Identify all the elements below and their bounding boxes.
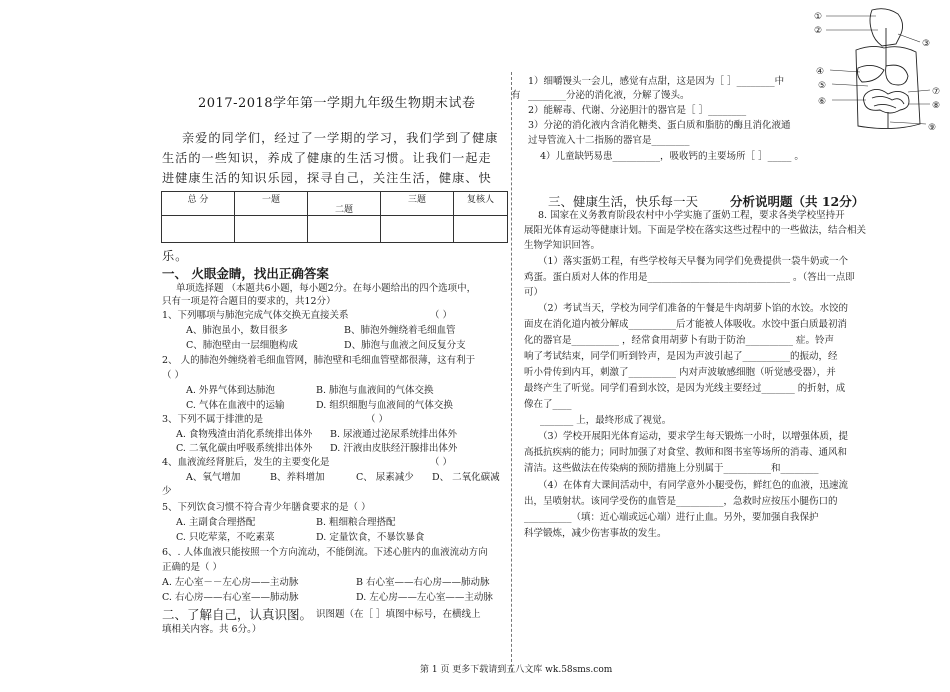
- q4-option-c: C、 尿素减少: [356, 472, 414, 483]
- q3-stem: 3、下列不属于排泄的是: [162, 414, 264, 425]
- diagram-label-5: ⑤: [818, 81, 827, 91]
- s2-q1-2: ________分泌的消化液，分解了馒头。: [528, 90, 690, 101]
- s2-q3-2: 过导管流入十二指肠的器官是________: [528, 135, 690, 146]
- q1-option-c: C、肺泡壁由一层细胞构成: [186, 340, 298, 351]
- leader-lines: [826, 16, 930, 124]
- s3-p4: （1）落实蛋奶工程，有些学校每天早餐为同学们免费提供一袋牛奶或一个: [538, 256, 849, 267]
- q4-option-b: B、养料增加: [270, 472, 325, 483]
- stomach: [886, 65, 908, 85]
- s3-p2: 展阳光体育运动等健康计划。下面是学校在落实这些过程中的一些做法，结合相关: [524, 225, 867, 236]
- q3-option-a: A. 食物残渣由消化系统排出体外: [176, 429, 313, 440]
- s3-p10: 响了考试结束，同学们听到铃声，是因为声波引起了__________的振动，经: [524, 351, 838, 362]
- q1-option-d: D、肺泡与血液之间反复分支: [344, 340, 466, 351]
- score-cell-reviewer[interactable]: [454, 216, 508, 243]
- page-footer: 第 1 页 更多下载请到五八文库 wk.58sms.com: [420, 665, 613, 675]
- score-header-q3: 三题: [381, 192, 454, 216]
- s3-p3: 生物学知识回答。: [524, 240, 601, 251]
- intro-line-2: 生活的一些知识，养成了健康的生活习惯。让我们一起走: [162, 151, 492, 165]
- section2-title: 二、了解自己，认真识图。: [162, 607, 313, 622]
- intro-line-1: 亲爱的同学们，经过了一学期的学习，我们学到了健康: [182, 131, 499, 145]
- q6-option-d: D. 左心房——左心室——主动脉: [356, 592, 493, 603]
- section2-instr-2: 填相关内容。共 6分。）: [162, 624, 262, 635]
- diagram-label-1: ①: [814, 12, 823, 22]
- q4-answer-paren[interactable]: （ ）: [430, 457, 453, 468]
- s2-q2: 2）能解毒、代谢、分泌胆汁的器官是［ ］________: [528, 105, 747, 116]
- diagram-label-3: ③: [922, 39, 931, 49]
- s3-p7: （2）考试当天，学校为同学们准备的午餐是牛肉胡萝卜馅的水饺。水饺的: [538, 303, 849, 314]
- intestine-coils: [872, 96, 904, 108]
- q2-answer-paren[interactable]: （ ）: [162, 370, 185, 381]
- intro-line-4: 乐。: [162, 249, 189, 263]
- score-header-q2: 二题: [308, 192, 381, 216]
- score-cell-q2[interactable]: [308, 216, 381, 243]
- q5-option-a: A. 主副食合理搭配: [176, 517, 256, 528]
- s3-p16: 高抵抗疾病的能力；同时加强了对食堂、教师和图书室等场所的消毒、通风和: [524, 447, 848, 458]
- q6-option-c: C. 右心房——右心室——肺动脉: [162, 592, 299, 603]
- q2-option-a: A. 外界气体到达肺泡: [186, 385, 275, 396]
- score-cell-q1[interactable]: [235, 216, 308, 243]
- score-header-q1: 一题: [235, 192, 308, 216]
- q1-stem: 1、下列哪项与肺泡完成气体交换无直接关系: [162, 310, 349, 321]
- s2-q1-left: 有: [511, 90, 521, 101]
- s3-p5: 鸡蛋。蛋白质对人体的作用是______________________________ 。（答出一点即: [524, 272, 855, 283]
- q6-stem: 6、. 人体血液只能按照一个方向流动，不能倒流。下述心脏内的血液流动方向: [162, 547, 488, 558]
- q3-answer-paren[interactable]: （ ）: [366, 414, 389, 425]
- s3-p14: _______ 上，最终形成了视觉。: [540, 415, 672, 426]
- digestive-system-figure: [812, 4, 944, 136]
- exam-title: 2017-2018学年第一学期九年级生物期末试卷: [198, 96, 476, 111]
- section1-instr-2: 只有一项是符合题目的要求的，共12分）: [162, 296, 336, 307]
- s3-p11: 听小骨传到内耳，刺激了__________ 内对声波敏感细胞（听觉感受器），并: [524, 367, 836, 378]
- section2-instr: 识图题（在［ ］填图中标号，在横线上: [316, 609, 481, 620]
- q3-option-d: D. 汗液由皮肤经汗腺排出体外: [330, 443, 458, 454]
- s3-p15: （3）学校开展阳光体育运动，要求学生每天锻炼一小时，以增强体质，提: [538, 431, 849, 442]
- q2-option-c: C. 气体在血液中的运输: [186, 400, 285, 411]
- s3-p6: 可）: [524, 287, 544, 298]
- q2-option-d: D. 组织细胞与血液间的气体交换: [316, 400, 453, 411]
- s3-p1: 8. 国家在义务教育阶段农村中小学实施了蛋奶工程，要求各类学校坚持开: [538, 210, 845, 221]
- s3-p9: 化的器官是__________ ，经常食用胡萝卜有助于防治__________ 症。铃声: [524, 335, 835, 346]
- q5-option-b: B. 粗细粮合理搭配: [316, 517, 396, 528]
- intro-line-3: 进健康生活的知识乐园，探寻自己，关注生活，健康、快: [162, 171, 492, 185]
- q4-option-d-tail: 少: [162, 486, 172, 497]
- score-cell-total[interactable]: [162, 216, 235, 243]
- digestive-system-diagram: [812, 4, 944, 136]
- q1-option-b: B、肺泡外缠绕着毛细血管: [344, 325, 456, 336]
- diagram-label-7: ⑦: [932, 87, 941, 97]
- q6-option-b: B 右心室——右心房——肺动脉: [356, 577, 490, 588]
- diagram-label-2: ②: [814, 26, 823, 36]
- score-table: [161, 191, 508, 243]
- s2-q1: 1）细嚼馒头一会儿，感觉有点甜，这是因为［ ］________中: [528, 76, 785, 87]
- score-cell-q3[interactable]: [381, 216, 454, 243]
- q2-option-b: B. 肺泡与血液间的气体交换: [316, 385, 434, 396]
- s3-p13: 像在了____: [524, 399, 572, 410]
- s2-q3: 3）分泌的消化液内含消化糖类、蛋白质和脂肪的酶且消化液通: [528, 120, 791, 131]
- liver: [858, 65, 885, 82]
- column-divider: [511, 72, 512, 672]
- q4-stem: 4、血液流经肾脏后，发生的主要变化是: [162, 457, 330, 468]
- s3-p12: 最终产生了听觉。同学们看到水饺，是因为光线主要经过_______ 的折射，成: [524, 383, 846, 394]
- score-header-total: 总 分: [162, 192, 235, 216]
- q1-answer-paren[interactable]: （ ）: [430, 310, 453, 321]
- q5-option-c: C. 只吃荤菜，不吃素菜: [176, 532, 275, 543]
- q2-stem: 2、 人的肺泡外缠绕着毛细血管网，肺泡壁和毛细血管壁都很薄，这有利于: [162, 355, 476, 366]
- q4-option-d: D、 二氧化碳减: [432, 472, 500, 483]
- diagram-label-8: ⑧: [932, 101, 941, 111]
- s3-p8: 面皮在消化道内被分解成__________后才能被人体吸收。水饺中蛋白质最初消: [524, 319, 848, 330]
- score-header-reviewer: 复核人: [454, 192, 508, 216]
- section3-title-2: 分析说明题（共 12分）: [730, 194, 865, 209]
- s3-p19: 出，呈喷射状。该同学受伤的血管是__________，急救时应按压小腿伤口的: [524, 496, 838, 507]
- q3-option-c: C. 二氧化碳由呼吸系统排出体外: [176, 443, 313, 454]
- s2-q4: 4）儿童缺钙易患__________，吸收钙的主要场所［ ］_____ 。: [540, 151, 804, 162]
- section1-title: 一、 火眼金睛，找出正确答案: [162, 266, 329, 281]
- q1-option-a: A、肺泡虽小，数目很多: [186, 325, 288, 336]
- diagram-label-9: ⑨: [928, 123, 937, 133]
- section3-title: 三、健康生活，快乐每一天: [548, 194, 699, 209]
- diagram-label-4: ④: [816, 67, 825, 77]
- s3-p17: 清洁。这些做法在传染病的预防措施上分别属于__________和________: [524, 463, 819, 474]
- q4-option-a: A、氧气增加: [186, 472, 241, 483]
- section1-instr-1: 单项选择题 （本题共6小题，每小题2分。在每小题给出的四个选项中，: [176, 283, 477, 294]
- q6-stem-2: 正确的是（ ）: [162, 562, 223, 573]
- q3-option-b: B. 尿液通过泌尿系统排出体外: [330, 429, 458, 440]
- q5-option-d: D. 定量饮食，不暴饮暴食: [316, 532, 425, 543]
- s3-p21: 科学锻炼，减少伤害事故的发生。: [524, 528, 667, 539]
- diagram-label-6: ⑥: [818, 97, 827, 107]
- s3-p20: __________（填：近心端或远心端）进行止血。另外，要加强自我保护: [524, 512, 819, 523]
- s3-p18: （4）在体育大课间活动中，有同学意外小腿受伤，鲜红色的血液，迅速流: [538, 480, 849, 491]
- q5-stem: 5、下列饮食习惯不符合青少年膳食要求的是（ ）: [162, 502, 371, 513]
- q6-option-a: A. 左心室－－左心房——主动脉: [162, 577, 299, 588]
